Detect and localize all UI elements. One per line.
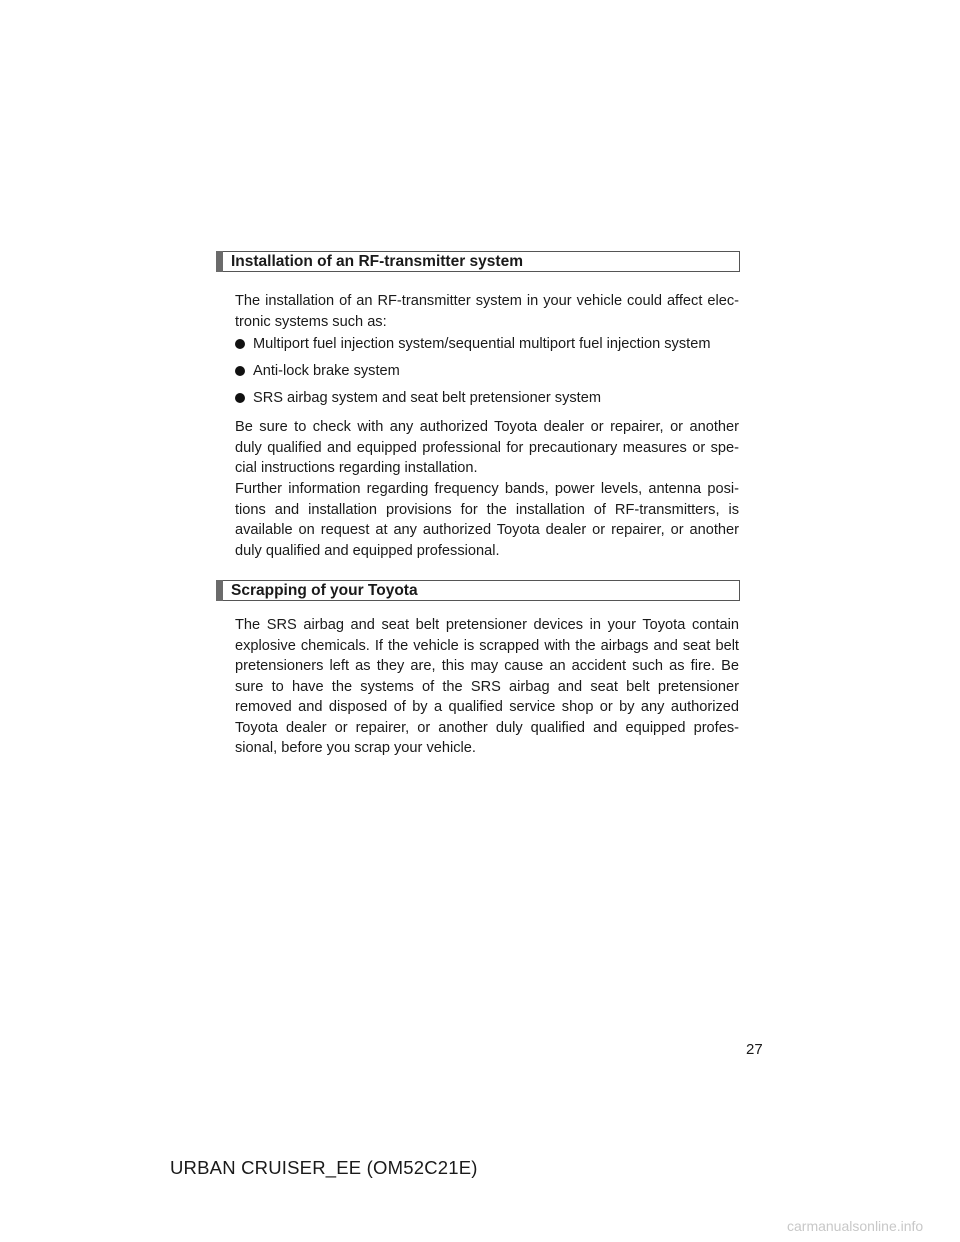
manual-footer: URBAN CRUISER_EE (OM52C21E) [170, 1157, 478, 1178]
scrapping-paragraph [235, 615, 739, 759]
text-line: tions and installation provisions for the installation of RF-transmitters, is [235, 501, 739, 518]
bullet-icon [235, 393, 245, 403]
text-line: cial instructions regarding installation. [235, 460, 478, 476]
list-item [235, 361, 739, 381]
list-item-label: Anti-lock brake system [253, 363, 400, 379]
list-item [235, 334, 739, 354]
text-line: Further information regarding frequency bands, power levels, antenna posi- [235, 481, 739, 497]
text-line: Toyota dealer or repairer, or another duly qualified and equipped profes- [235, 719, 739, 736]
list-item-label: Multiport fuel injection system/sequential multiport fuel injection system [253, 336, 711, 352]
list-item [235, 388, 739, 408]
text-line: duly qualified and equipped professional for precautionary measures or spe- [235, 439, 739, 456]
rf-intro-paragraph [235, 291, 739, 332]
text-line: pretensioners left as they are, this may cause an accident such as fire. Be [235, 658, 739, 674]
section-title: Scrapping of your Toyota [231, 582, 418, 599]
section-header-rf-transmitter [216, 251, 740, 272]
section-header-scrapping [216, 580, 740, 601]
text-line: Be sure to check with any authorized Toyota dealer or repairer, or another [235, 419, 739, 435]
text-line: The SRS airbag and seat belt pretensioner devices in your Toyota contain [235, 617, 739, 633]
text-line: The installation of an RF-transmitter system in your vehicle could affect elec- [235, 293, 739, 309]
text-line: sional, before you scrap your vehicle. [235, 740, 476, 756]
bullet-icon [235, 339, 245, 349]
section-title: Installation of an RF-transmitter system [231, 253, 523, 270]
text-line: explosive chemicals. If the vehicle is scrapped with the airbags and seat belt [235, 637, 739, 654]
watermark: carmanualsonline.info [787, 1218, 924, 1234]
text-line: tronic systems such as: [235, 313, 387, 330]
header-accent-bar [216, 251, 223, 272]
list-item-label: SRS airbag system and seat belt pretensioner system [253, 390, 601, 406]
text-line: removed and disposed of by a qualified service shop or by any authorized [235, 699, 739, 715]
text-line: sure to have the systems of the SRS airbag and seat belt pretensioner [235, 678, 739, 695]
bullet-icon [235, 366, 245, 376]
text-line: duly qualified and equipped professional. [235, 542, 500, 559]
rf-check-paragraph [235, 417, 739, 479]
rf-info-paragraph [235, 479, 739, 561]
page-number: 27 [746, 1041, 763, 1058]
text-line: available on request at any authorized Toyota dealer or repairer, or another [235, 522, 739, 538]
header-accent-bar [216, 580, 223, 601]
